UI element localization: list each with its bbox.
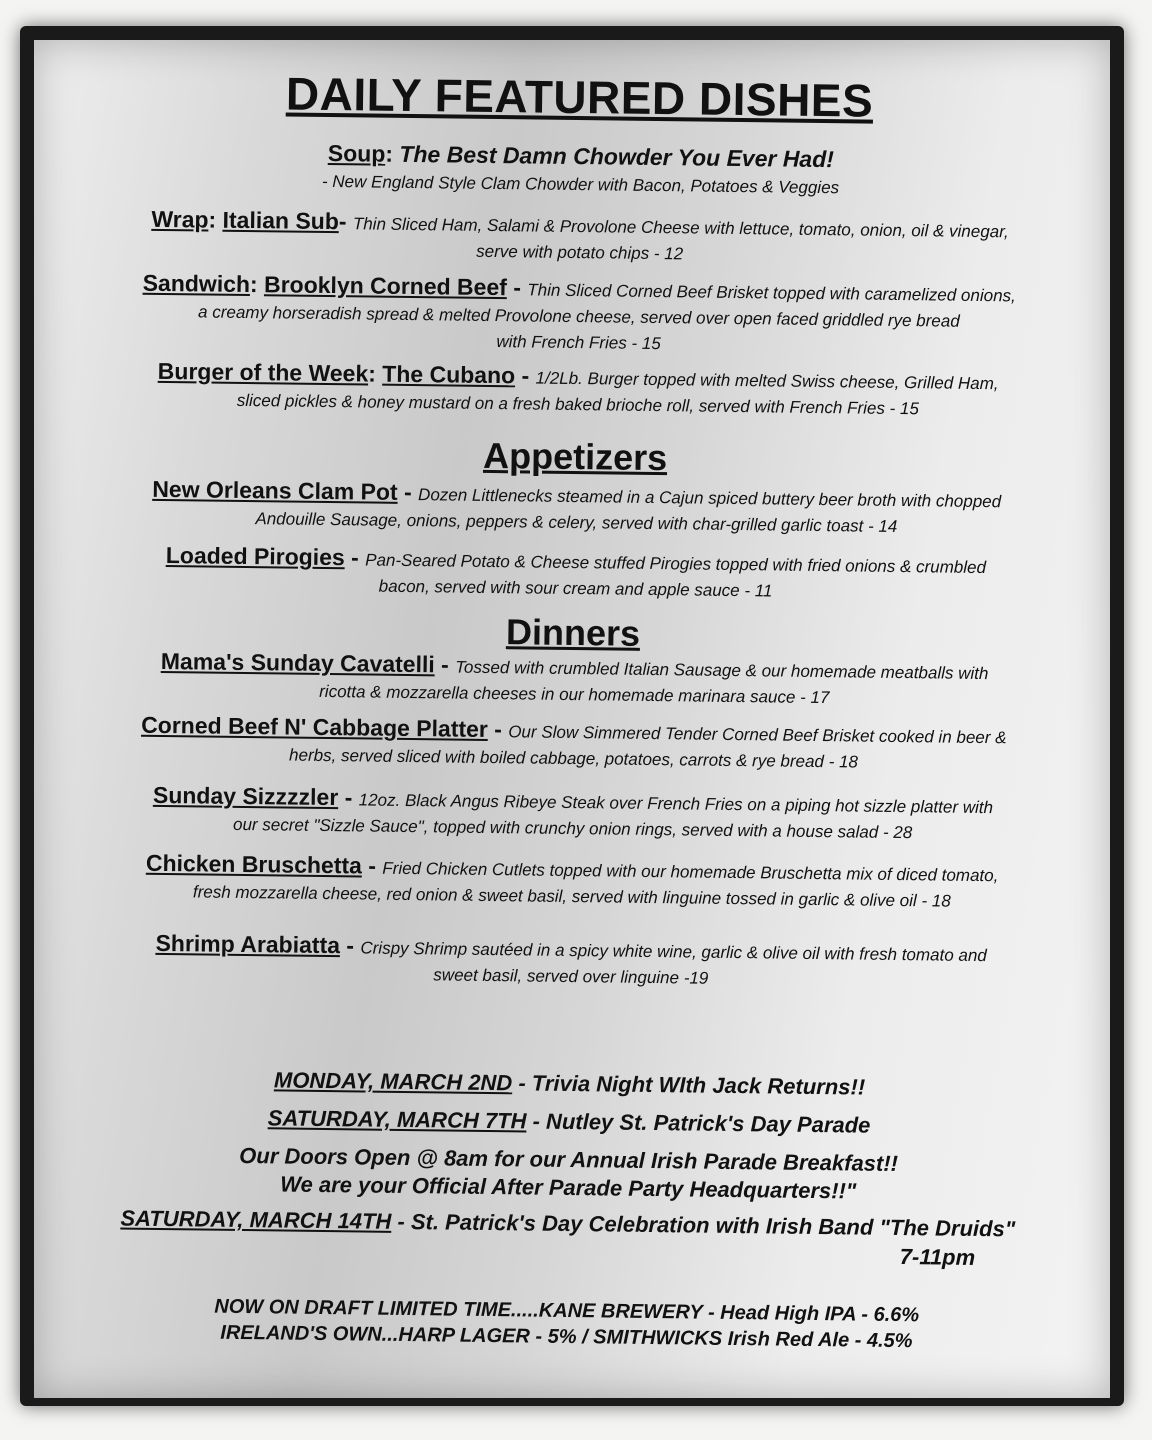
dish-desc: sweet basil, served over linguine -19 [433, 965, 709, 988]
dish-desc: fresh mozzarella cheese, red onion & sweet basil, served with linguine tossed in garlic & olive oil - 18 [192, 882, 951, 911]
event-line [69, 1064, 1069, 1104]
featured-burger: Burger of the Week: The Cubano - 1/2Lb. Burger topped with melted Swiss cheese, Grilled Ham, sliced pickles & honey mustard on a fresh baked brioche roll, served with French Fries - 15 [157, 357, 999, 419]
featured-desc: - New England Style Clam Chowder with Bacon, Potatoes & Veggies [321, 171, 840, 198]
featured-desc: Thin Sliced Corned Beef Brisket topped with caramelized onions, [527, 280, 1016, 306]
dish-desc: Pan-Seared Potato & Cheese stuffed Pirogies topped with fried onions & crumbled [365, 550, 987, 578]
event-line [69, 1102, 1069, 1142]
dinner-item: Chicken Bruschetta - Fried Chicken Cutlets topped with our homemade Bruschetta mix of diced tomato, fresh mozzarella cheese, red onion & sweet basil, served with linguine tossed in garlic & olive oil - 18 [145, 849, 999, 911]
featured-desc: a creamy horseradish spread & melted Provolone cheese, served over open faced griddled rye bread [198, 302, 960, 331]
event-date: SATURDAY, MARCH 7TH [267, 1105, 527, 1134]
dish-desc: Dozen Littlenecks steamed in a Cajun spiced buttery beer broth with chopped [418, 485, 1002, 512]
featured-label: Burger of the Week [157, 357, 369, 387]
event-note [68, 1140, 1069, 1208]
event-text: - Nutley St. Patrick's Day Parade [526, 1108, 871, 1138]
event-line [68, 1204, 1068, 1244]
featured-name: The Cubano [382, 360, 516, 389]
dinners-heading: Dinners [505, 611, 641, 654]
dinner-item: Shrimp Arabiatta - Crispy Shrimp sautéed in a spicy white wine, garlic & olive oil with fresh tomato and sweet basil, served over linguine -19 [155, 929, 987, 988]
draft-notice [66, 1292, 1067, 1356]
featured-desc: 1/2Lb. Burger topped with melted Swiss cheese, Grilled Ham, [535, 368, 999, 394]
featured-label: Wrap [151, 205, 209, 233]
dish-desc: bacon, served with sour cream and apple sauce - 11 [378, 576, 773, 601]
featured-desc: sliced pickles & honey mustard on a fresh baked brioche roll, served with French Fries - 15 [236, 390, 920, 419]
dish-name: New Orleans Clam Pot [152, 475, 398, 505]
appetizers-heading: Appetizers [482, 434, 668, 479]
dish-desc: Crispy Shrimp sautéed in a spicy white wine, garlic & olive oil with fresh tomato and [360, 938, 987, 966]
dinner-item: Mama's Sunday Cavatelli - Tossed with crumbled Italian Sausage & our homemade meatballs with ricotta & mozzarella cheeses in our homemade marinara sauce - 17 [160, 647, 989, 708]
featured-name: Brooklyn Corned Beef [263, 271, 508, 301]
featured-wrap: Wrap: Italian Sub- Thin Sliced Ham, Salami & Provolone Cheese with lettuce, tomato, onion, oil & vinegar, serve with potato chips - 12 [151, 205, 1009, 264]
menu-content [34, 40, 1110, 1398]
featured-name: Italian Sub [222, 206, 340, 235]
dish-desc: ricotta & mozzarella cheeses in our homemade marinara sauce - 17 [319, 681, 830, 708]
featured-name: The Best Damn Chowder You Ever Had! [399, 140, 835, 173]
featured-desc: with French Fries - 15 [496, 332, 661, 354]
featured-soup: Soup: The Best Damn Chowder You Ever Had! - New England Style Clam Chowder with Bacon, Potatoes & Veggies [321, 139, 840, 198]
appetizer-item: Loaded Pirogies - Pan-Seared Potato & Cheese stuffed Pirogies topped with fried onions & crumbled bacon, served with sour cream and apple sauce - 11 [165, 542, 987, 601]
dinner-item: Corned Beef N' Cabbage Platter - Our Slow Simmered Tender Corned Beef Brisket cooked in beer & herbs, served sliced with boiled cabbage, potatoes, carrots & rye bread - 18 [141, 711, 1007, 772]
featured-label: Sandwich [142, 269, 251, 298]
draft-line: IRELAND'S OWN...HARP LAGER - 5% / SMITHWICKS Irish Red Ale - 4.5% [220, 1321, 913, 1353]
dish-desc: herbs, served sliced with boiled cabbage, potatoes, carrots & rye bread - 18 [288, 745, 859, 772]
dish-desc: Fried Chicken Cutlets topped with our homemade Bruschetta mix of diced tomato, [382, 858, 999, 886]
dish-name: Chicken Bruschetta [145, 849, 363, 879]
event-date: SATURDAY, MARCH 14TH [120, 1205, 392, 1234]
event-text: - Trivia Night WIth Jack Returns!! [512, 1070, 866, 1100]
dish-desc: 12oz. Black Angus Ribeye Steak over French Fries on a piping hot sizzle platter with [358, 790, 994, 818]
dish-name: Corned Beef N' Cabbage Platter [141, 711, 489, 742]
featured-desc: Thin Sliced Ham, Salami & Provolone Cheese with lettuce, tomato, onion, oil & vinegar, [352, 214, 1009, 242]
menu-paper [34, 40, 1110, 1398]
draft-line: NOW ON DRAFT LIMITED TIME.....KANE BREWERY - Head High IPA - 6.6% [214, 1295, 920, 1327]
event-text: - St. Patrick's Day Celebration with Irish Band "The Druids" [391, 1208, 1016, 1242]
dish-desc: Tossed with crumbled Italian Sausage & our homemade meatballs with [455, 657, 989, 684]
page-title: DAILY FEATURED DISHES [285, 67, 874, 127]
featured-desc: serve with potato chips - 12 [476, 241, 684, 264]
featured-sandwich: Sandwich: Brooklyn Corned Beef - Thin Sliced Corned Beef Brisket topped with caramelized onions, a creamy horseradish spread & melted Provolone cheese, served over open faced griddled rye bread with French Fries - 15 [142, 269, 1016, 354]
dish-name: Mama's Sunday Cavatelli [160, 647, 435, 678]
dish-name: Loaded Pirogies [165, 542, 345, 571]
dish-name: Shrimp Arabiatta [155, 929, 341, 959]
dish-desc: our secret "Sizzle Sauce", topped with crunchy onion rings, served with a house salad - 28 [232, 814, 913, 843]
event-note-line: We are your Official After Parade Party Headquarters!!" [280, 1171, 857, 1204]
event-note-line: Our Doors Open @ 8am for our Annual Irish Parade Breakfast!! [239, 1142, 899, 1177]
dish-desc: Andouille Sausage, onions, peppers & celery, served with char-grilled garlic toast - 14 [255, 509, 898, 536]
event-time: 7-11pm [899, 1244, 976, 1270]
dish-name: Sunday Sizzzzler [152, 781, 339, 811]
dinner-item: Sunday Sizzzzler - 12oz. Black Angus Ribeye Steak over French Fries on a piping hot sizzle platter with our secret "Sizzle Sauce", topped with crunchy onion rings, served with a house salad - 28 [152, 781, 994, 843]
appetizer-item: New Orleans Clam Pot - Dozen Littlenecks steamed in a Cajun spiced buttery beer broth with chopped Andouille Sausage, onions, peppers & celery, served with char-grilled garlic toast - 14 [152, 475, 1002, 536]
featured-label: Soup [327, 139, 386, 167]
dish-desc: Our Slow Simmered Tender Corned Beef Brisket cooked in beer & [508, 722, 1007, 748]
event-date: MONDAY, MARCH 2ND [273, 1067, 513, 1096]
